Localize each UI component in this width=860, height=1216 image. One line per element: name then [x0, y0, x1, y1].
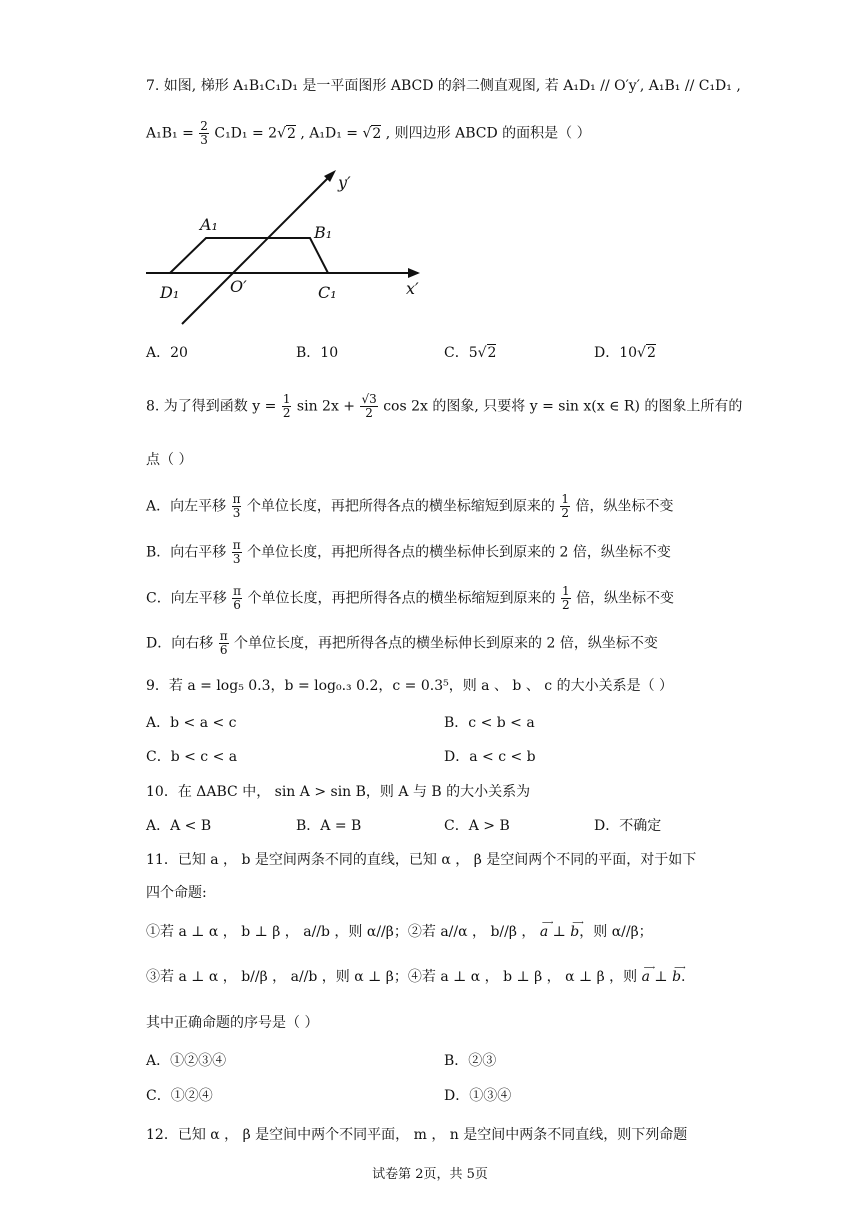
- q11-option-d: D．①③④: [444, 1088, 512, 1104]
- label-A1: A₁: [200, 215, 218, 234]
- q9-option-d: D．a < c < b: [444, 749, 536, 765]
- q7-stem-line2: A₁B₁ = $\frac{2}{3}$ C₁D₁ = 2√2 , A₁D₁ = √2 , 则四边形 ABCD 的面积是（ ）: [146, 119, 591, 147]
- trapezoid: [170, 238, 328, 273]
- q8-option-b: B．向右平移 $\frac{\pi}{3}$ 个单位长度，再把所得各点的横坐标伸长到原来的 2 倍，纵坐标不变: [146, 538, 671, 566]
- q8-stem-line2: 点（ ）: [146, 452, 193, 468]
- q9-stem: 9．若 a = log₅ 0.3，b = log₀.₃ 0.2，c = 0.3⁵，则 a 、 b 、 c 的大小关系是（ ）: [146, 678, 674, 694]
- q7-sqrt2: 2: [372, 125, 382, 142]
- q10-stem: 10．在 ΔABC 中， sin A > sin B，则 A 与 B 的大小关系为: [146, 784, 531, 800]
- q7-fraction: $\frac{2}{3}$: [200, 119, 208, 147]
- q11-option-b: B．②③: [444, 1053, 497, 1069]
- label-x: x′: [406, 279, 419, 298]
- q7-line2-mid: C₁D₁ = 2: [214, 125, 278, 142]
- label-O: O′: [230, 277, 247, 296]
- label-B1: B₁: [314, 223, 333, 242]
- q8-stem-line1: 8. 为了得到函数 y = $\frac{1}{2}$ sin 2x + $\frac{√3}{2}$ cos 2x 的图象, 只要将 y = sin x(x ∈ R) 的图象上所有的: [146, 392, 743, 420]
- q11-option-a: A．①②③④: [146, 1053, 227, 1069]
- q10-option-b: B．A = B: [296, 818, 362, 834]
- q7-option-a: A．20: [146, 345, 188, 361]
- q9-option-b: B．c < b < a: [444, 715, 535, 731]
- q8-option-d: D．向右移 $\frac{\pi}{6}$ 个单位长度，再把所得各点的横坐标伸长到原来的 2 倍，纵坐标不变: [146, 629, 658, 657]
- q11-option-c: C．①②④: [146, 1088, 213, 1104]
- q10-option-a: A．A < B: [146, 818, 212, 834]
- q10-option-d: D．不确定: [594, 818, 662, 834]
- q7-option-d: D．10√2: [594, 345, 656, 361]
- q7-line2-mid2: , A₁D₁ =: [300, 125, 358, 142]
- q7-line2-pre: A₁B₁ =: [146, 125, 194, 142]
- q11-stem-line1: 11．已知 a ， b 是空间两条不同的直线，已知 α ， β 是空间两个不同的平面，对于如下: [146, 852, 697, 868]
- label-C1: C₁: [318, 283, 337, 302]
- q7-option-b: B．10: [296, 345, 339, 361]
- q11-prop-line1: ①若 a ⊥ α ， b ⊥ β ， a//b ，则 α//β；②若 a//α ， b//β ， a ⟶ ⊥ b ⟶ ，则 α//β；: [146, 918, 653, 940]
- q9-option-c: C．b < c < a: [146, 749, 238, 765]
- q10-option-c: C．A > B: [444, 818, 510, 834]
- x-axis-arrow: [408, 268, 420, 278]
- q7-stem-line1: 7. 如图, 梯形 A₁B₁C₁D₁ 是一平面图形 ABCD 的斜二侧直观图, 若 A₁D₁ // O′y′, A₁B₁ // C₁D₁ ,: [146, 78, 741, 94]
- q11-stem-line2: 四个命题:: [146, 885, 207, 901]
- q7-diagram: [140, 160, 440, 335]
- q11-stem-line5: 其中正确命题的序号是（ ）: [146, 1015, 319, 1031]
- page-footer: 试卷第 2页，共 5页: [372, 1167, 488, 1182]
- y-axis: [182, 174, 332, 324]
- q7-option-c: C．5√2: [444, 345, 497, 361]
- q9-option-a: A．b < a < c: [146, 715, 237, 731]
- q8-option-c: C．向左平移 $\frac{\pi}{6}$ 个单位长度，再把所得各点的横坐标缩短到原来的 $\frac{1}{2}$ 倍，纵坐标不变: [146, 584, 675, 612]
- q11-prop-line2: ③若 a ⊥ α ， b//β ， a//b ，则 α ⊥ β；④若 a ⊥ α ， b ⊥ β ， α ⊥ β ，则 a ⟶ ⊥ b ⟶ .: [146, 963, 686, 985]
- q8-option-a: A．向左平移 $\frac{\pi}{3}$ 个单位长度，再把所得各点的横坐标缩短到原来的 $\frac{1}{2}$ 倍，纵坐标不变: [146, 492, 674, 520]
- label-y: y′: [338, 173, 351, 192]
- q7-line2-post: , 则四边形 ABCD 的面积是（ ）: [385, 125, 591, 142]
- label-D1: D₁: [160, 283, 180, 302]
- q12-stem-line1: 12．已知 α ， β 是空间中两个不同平面， m ， n 是空间中两条不同直线，则下列命题: [146, 1127, 688, 1143]
- q7-sqrt: 2: [286, 125, 296, 142]
